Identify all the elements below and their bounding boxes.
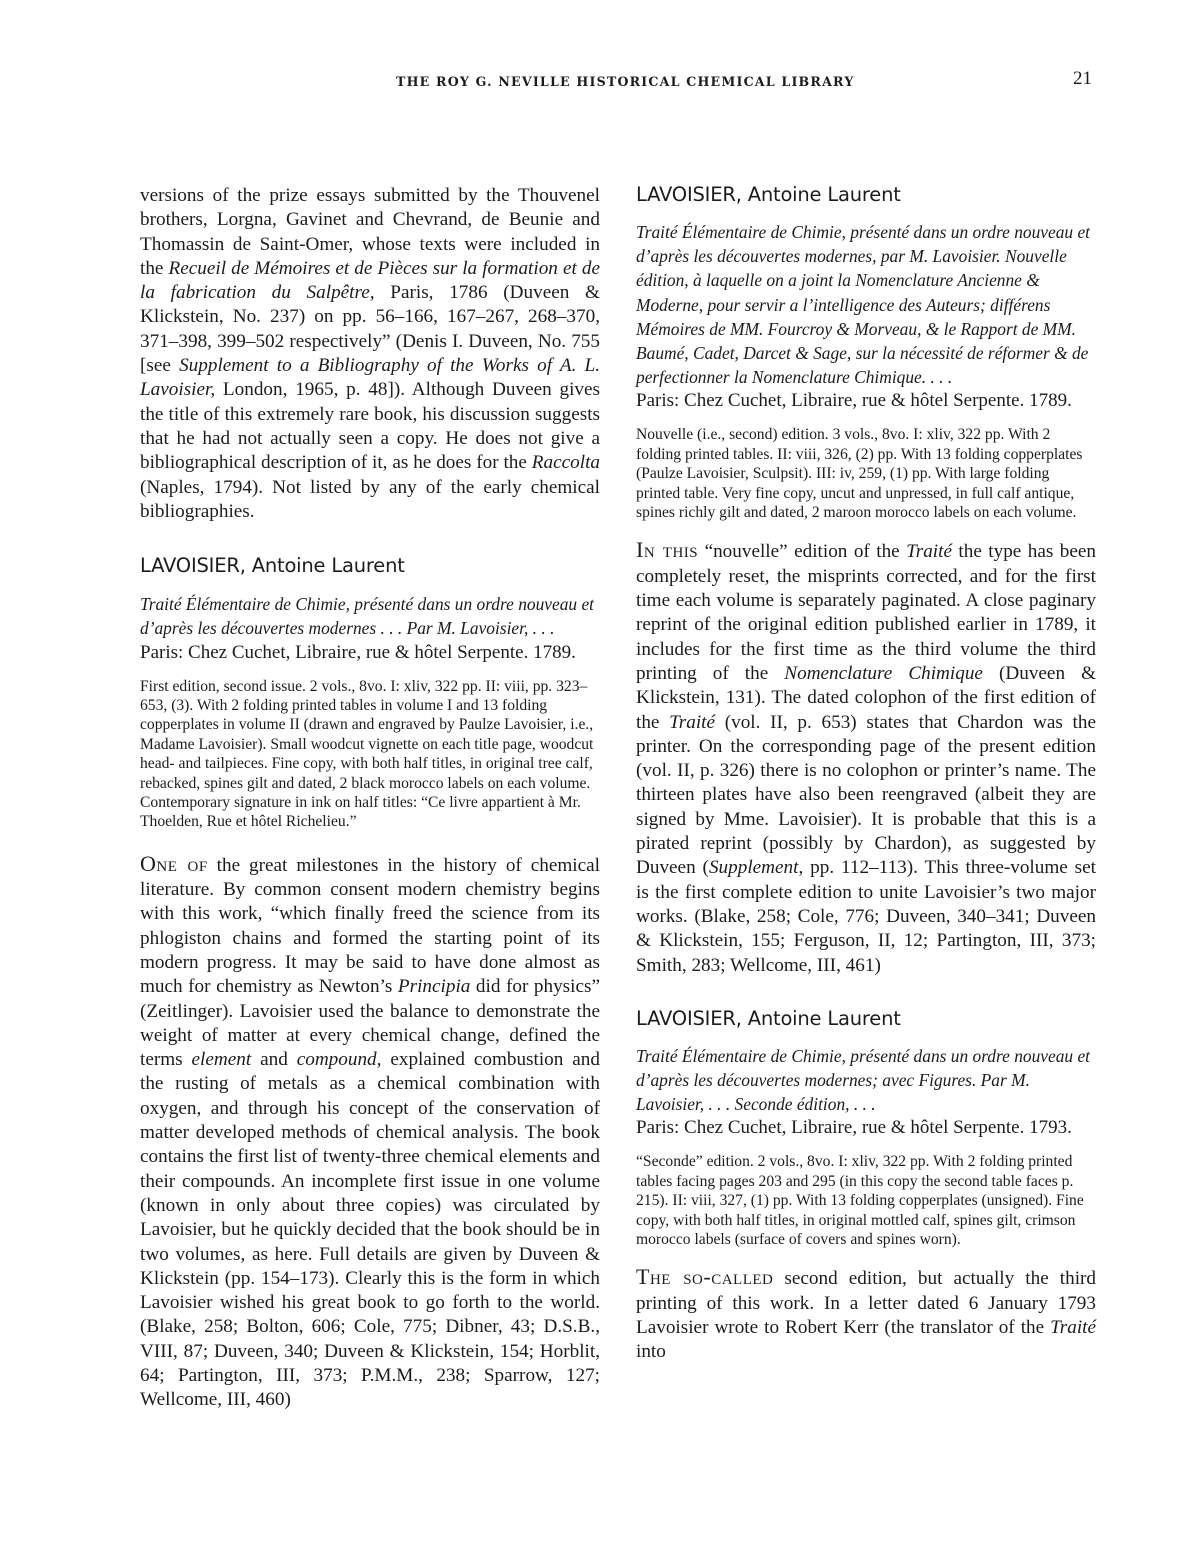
italic-text: Traité	[1050, 1317, 1096, 1339]
entry-commentary	[636, 538, 1096, 977]
italic-text: Supplement to a Bibliography of the Works of A. L. Lavoisier,	[140, 355, 601, 401]
italic-text: Recueil de Mémoires et de Pièces sur la formation et de la fabrication du Salpêtre,	[140, 257, 600, 304]
commentary-text	[636, 541, 1096, 975]
text-run: second edition, but actually the third printing of this work. In a letter dated 6 January 1793 Lavoisier wrote to Robert Kerr (the translator of the	[636, 1268, 1097, 1339]
entry-title: Traité Élémentaire de Chimie, présenté dans un ordre nouveau et d’après les découvertes modernes; avec Figures. Par M. Lavoisier, . . . Seconde édition, . . .	[636, 1045, 1091, 1115]
text-run: (Duveen & Klickstein, 131). The dated colophon of the first edition of the	[636, 662, 1097, 733]
page-number: 21	[1073, 68, 1092, 89]
running-head	[396, 68, 1096, 96]
text-run: (Naples, 1794). Not listed by any of the early chemical bibliographies.	[140, 476, 600, 522]
catalogue-entry	[636, 1006, 1096, 1365]
catalogue-entry	[140, 553, 600, 1412]
text-run: the type has been completely reset, the misprints corrected, and for the first time each volume is separately paginated. A close paginary reprint of the original edition published earlier in 1789, it includes for the first time as the third volume the third printing of the	[636, 541, 1096, 684]
lead-in-small-caps: One of	[140, 850, 208, 876]
entry-collation: First edition, second issue. 2 vols., 8vo. I: xliv, 322 pp. II: viii, pp. 323–653, (3). With 2 folding printed tables in volume I and 13 folding copperplates in volume II (drawn and engraved by Paulze Lavoisier, i.e., Madame Lavoisier). Small woodcut vignette on each title page, woodcut head- and tailpieces. Fine copy, with both half titles, in original tree calf, rebacked, spines gilt and dated, 2 black morocco labels on each volume. Contemporary signature in ink on half titles: “Ce livre appartient à Mr. Thoelden, Rue et hôtel Richelieu.”	[140, 677, 594, 831]
text-run: , pp. 112–113). This three-volume set is the first complete edition to unite Lavoisier’s two major works. (Blake, 258; Cole, 776; Duveen, 340–341; Duveen & Klickstein, 155; Ferguson, II, 12; Partington, III, 373; Smith, 283; Wellcome, III, 461)	[636, 857, 1096, 976]
left-column	[140, 184, 600, 1413]
italic-text: Traité	[906, 541, 952, 563]
text-run: did for physics” (Zeitlinger). Lavoisier used the balance to demonstrate the weight of matter at every chemical change, defined the terms	[140, 976, 600, 1071]
italic-text: compound,	[296, 1049, 382, 1071]
entry-author: LAVOISIER, Antoine Laurent	[636, 1006, 901, 1030]
entry-title: Traité Élémentaire de Chimie, présenté dans un ordre nouveau et d’après les découvertes modernes . . . Par M. Lavoisier, . . .	[140, 594, 595, 639]
italic-text: Nomenclature Chimique	[784, 662, 983, 684]
entry-imprint: Paris: Chez Cuchet, Libraire, rue & hôtel Serpente. 1789.	[140, 641, 576, 663]
text-run: (vol. II, p. 653) states that Chardon was the printer. On the corresponding page of the present edition (vol. II, p. 326) there is no colophon or printer’s name. The thirteen plates have also been reengraved (albeit they are signed by Mme. Lavoisier). It is probable that this is a pirated reprint (possibly by Chardon), as suggested by Duveen (	[636, 711, 1096, 879]
italic-text: Principia	[397, 976, 471, 998]
italic-text: element	[191, 1049, 252, 1071]
entry-title: Traité Élémentaire de Chimie, présenté dans un ordre nouveau et d’après les découvertes modernes, par M. Lavoisier. Nouvelle édition, à laquelle on a joint la Nomenclature Ancienne & Moderne, pour servir a l’intelligence des Auteurs; différens Mémoires de MM. Fourcroy & Morveau, & le Rapport de MM. Baumé, Cadet, Darcet & Sage, sur la nécessité de réformer & de perfectionner la Nomenclature Chimique. . . .	[636, 222, 1091, 388]
text-run: the great milestones in the history of chemical literature. By common consent modern chemistry begins with this work, “which finally freed the science from its phlogiston chains and formed the starting point of its modern progress. It may be said to have done almost as much for chemistry as Newton’s	[140, 854, 600, 998]
text-run: explained combustion and the rusting of metals as a chemical combination with oxygen, and through his concept of the conservation of matter developed methods of chemical analysis. The book contains the first list of twenty-three chemical elements and their compounds. An incomplete first issue in one volume (known in only about three copies) was circulated by Lavoisier, but he quickly decided that the book should be in two volumes, as here. Full details are given by Duveen & Klickstein (pp. 154–173). Clearly this is the form in which Lavoisier wished his great book to go forth to the world. (Blake, 258; Bolton, 606; Cole, 775; Dibner, 43; D.S.B., VIII, 87; Duveen, 340; Duveen & Klickstein, 154; Horblit, 64; Partington, III, 373; P.M.M., 238; Sparrow, 127; Wellcome, III, 460)	[140, 1049, 600, 1411]
text-run: “nouvelle” edition of the	[698, 541, 907, 563]
entry-collation: “Seconde” edition. 2 vols., 8vo. I: xliv, 322 pp. With 2 folding printed tables facing pages 203 and 295 (in this copy the second table faces p. 215). II: viii, 327, (1) pp. With 13 folding copperplates (unsigned). Fine copy, with both half titles, in original mottled calf, spines gilt, crimson morocco labels (surface of covers and spines worn).	[636, 1153, 1084, 1249]
entry-commentary	[636, 1265, 1096, 1364]
italic-text: Traité	[669, 711, 716, 733]
text-run: London, 1965, p. 48]). Although Duveen gives the title of this extremely rare book, his discussion suggests that he had not actually seen a copy. He does not give a bibliographical description of it, as he does for the	[140, 379, 600, 474]
running-title: THE ROY G. NEVILLE HISTORICAL CHEMICAL LIBRARY	[396, 74, 855, 89]
entry-collation: Nouvelle (i.e., second) edition. 3 vols., 8vo. I: xliv, 322 pp. With 2 folding printed tables. II: viii, 326, (2) pp. With 13 folding copperplates (Paulze Lavoisier, Sculpsit). III: iv, 259, (1) pp. With large folding printed table. Very fine copy, uncut and unpressed, in full calf antique, spines richly gilt and dated, 2 maroon morocco labels on each volume.	[636, 426, 1083, 522]
catalogue-entry	[636, 182, 1096, 978]
commentary-text	[140, 855, 600, 1411]
lead-in-small-caps: The so-called	[636, 1264, 774, 1290]
entry-commentary	[140, 852, 600, 1413]
continuation-paragraph	[140, 184, 600, 524]
italic-text: Raccolta	[531, 452, 600, 474]
lead-in-small-caps: In this	[636, 537, 699, 563]
text-run: Paris, 1786 (Duveen & Klickstein, No. 237) on pp. 56–166, 167–267, 268–370, 371–398, 399–502 respectively” (Denis I. Duveen, No. 755 [see	[140, 282, 600, 377]
right-column	[636, 184, 1096, 1365]
text-run: versions of the prize essays submitted by the Thouvenel brothers, Lorgna, Gavinet and Chevrand, de Beunie and Thomassin de Saint-Omer, whose texts were included in the	[140, 185, 600, 279]
italic-text: Supplement	[708, 857, 799, 879]
entry-author: LAVOISIER, Antoine Laurent	[636, 183, 901, 206]
entry-imprint: Paris: Chez Cuchet, Libraire, rue & hôtel Serpente. 1789.	[636, 390, 1072, 412]
text-run: and	[251, 1049, 297, 1071]
entry-author: LAVOISIER, Antoine Laurent	[140, 554, 405, 578]
entry-imprint: Paris: Chez Cuchet, Libraire, rue & hôtel Serpente. 1793.	[636, 1117, 1072, 1139]
text-run: into	[636, 1341, 666, 1363]
